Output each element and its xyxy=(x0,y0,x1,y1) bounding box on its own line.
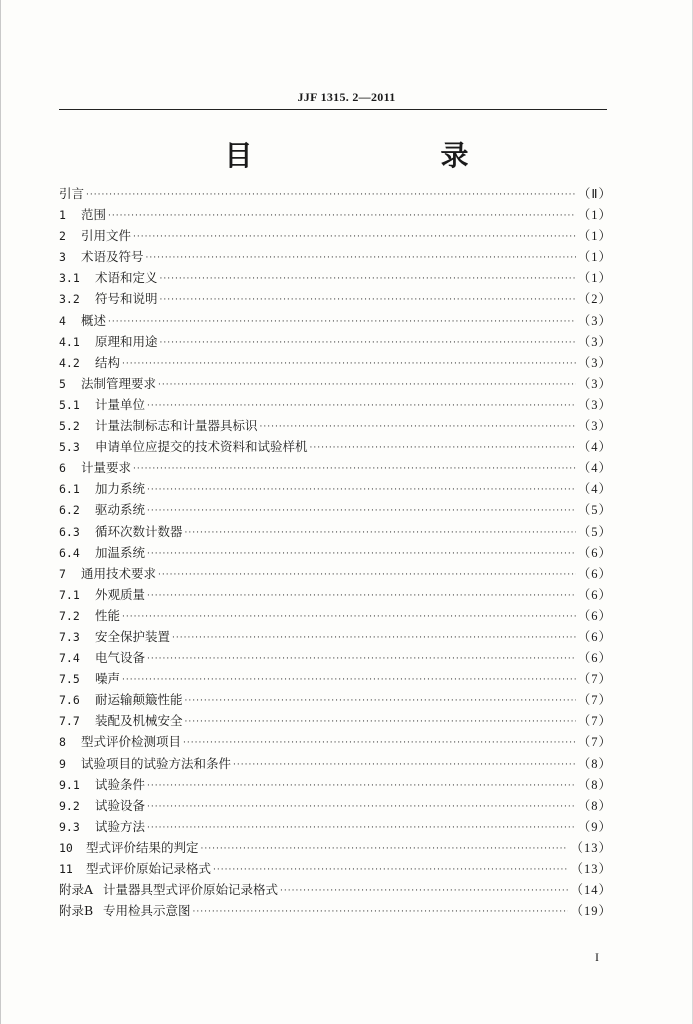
toc-entry-number: 6.1 xyxy=(59,482,80,497)
toc-leader-dots xyxy=(147,586,576,607)
toc-entry-number: 4.2 xyxy=(59,355,80,370)
toc-entry-page: （13） xyxy=(570,840,612,855)
toc-entry-number: 7.1 xyxy=(59,587,80,602)
toc-entry-title: 法制管理要求 xyxy=(81,375,157,391)
toc-entry-page: （3） xyxy=(577,397,612,412)
toc-entry-page: （3） xyxy=(577,376,612,391)
toc-entry-page: （8） xyxy=(577,756,612,771)
toc-entry[interactable] xyxy=(59,246,612,267)
toc-entry-number: 1 xyxy=(59,208,66,223)
toc-entry-number: 10 xyxy=(59,840,73,855)
toc-leader-dots xyxy=(310,438,576,459)
toc-entry[interactable] xyxy=(59,183,612,204)
page-title: 目 录 xyxy=(224,139,513,172)
toc-leader-dots xyxy=(133,459,576,480)
toc-entry-page: （4） xyxy=(577,482,612,497)
toc-entry-page: （6） xyxy=(577,608,612,623)
toc-entry-title: 术语和定义 xyxy=(95,270,158,286)
toc-entry-page: （6） xyxy=(577,545,612,560)
toc-entry-number: 9.1 xyxy=(59,777,80,792)
toc-entry[interactable] xyxy=(59,837,612,858)
toc-leader-dots xyxy=(213,860,568,881)
toc-entry-number: 7.5 xyxy=(59,672,80,687)
toc-entry-title: 引用文件 xyxy=(81,228,132,244)
toc-entry-number: 附录B xyxy=(59,903,94,919)
toc-entry[interactable] xyxy=(59,288,612,309)
header-rule xyxy=(59,109,607,110)
toc-entry-title: 噪声 xyxy=(95,671,121,687)
toc-entry-page: （7） xyxy=(577,714,612,729)
toc-leader-dots xyxy=(133,227,576,248)
toc-entry-page: （8） xyxy=(577,798,612,813)
toc-entry-page: （4） xyxy=(577,461,612,476)
toc-entry[interactable] xyxy=(59,436,612,457)
toc-entry[interactable] xyxy=(59,457,612,478)
toc-entry-number: 6.4 xyxy=(59,545,80,560)
toc-leader-dots xyxy=(122,670,576,691)
toc-entry[interactable] xyxy=(59,731,612,752)
toc-entry-title: 术语及符号 xyxy=(81,249,144,265)
toc-leader-dots xyxy=(147,776,576,797)
toc-entry-title: 通用技术要求 xyxy=(81,565,157,581)
toc-entry[interactable] xyxy=(59,373,612,394)
toc-entry-title: 计量器具型式评价原始记录格式 xyxy=(103,882,279,898)
document-code-header: JJF 1315. 2—2011 xyxy=(297,90,396,104)
toc-leader-dots xyxy=(158,375,576,396)
toc-entry-page: （Ⅱ） xyxy=(577,187,612,201)
toc-entry-title: 外观质量 xyxy=(95,586,146,602)
toc-entry[interactable] xyxy=(59,689,612,710)
toc-entry-title: 试验方法 xyxy=(95,818,146,834)
toc-leader-dots xyxy=(146,248,576,269)
toc-leader-dots xyxy=(147,818,576,839)
toc-entry-title: 循环次数计数器 xyxy=(95,523,183,539)
toc-entry-title: 耐运输颠簸性能 xyxy=(95,692,183,708)
toc-entry-number: 7.4 xyxy=(59,651,80,666)
toc-entry[interactable] xyxy=(59,816,612,837)
toc-entry-page: （14） xyxy=(570,883,612,898)
toc-leader-dots xyxy=(233,755,576,776)
toc-entry-number: 7.6 xyxy=(59,693,80,708)
toc-leader-dots xyxy=(185,691,576,712)
toc-entry-title: 装配及机械安全 xyxy=(95,713,183,729)
toc-entry[interactable] xyxy=(59,563,612,584)
toc-entry-number: 7.3 xyxy=(59,629,80,644)
toc-entry-page: （9） xyxy=(577,819,612,834)
toc-entry[interactable] xyxy=(59,774,612,795)
toc-entry-page: （4） xyxy=(577,440,612,455)
toc-entry-number: 附录A xyxy=(59,882,94,898)
toc-entry-page: （6） xyxy=(577,629,612,644)
toc-entry-page: （19） xyxy=(570,904,612,919)
toc-entry-title: 加力系统 xyxy=(95,481,146,497)
toc-entry-title: 试验项目的试验方法和条件 xyxy=(81,755,232,771)
toc-entry-title: 范围 xyxy=(81,207,107,223)
toc-entry[interactable] xyxy=(59,605,612,626)
toc-entry-page: （1） xyxy=(577,250,612,265)
toc-entry-title: 安全保护装置 xyxy=(95,628,171,644)
toc-entry[interactable] xyxy=(59,858,612,879)
toc-leader-dots xyxy=(147,501,576,522)
toc-entry-number: 5 xyxy=(59,376,66,391)
toc-entry[interactable] xyxy=(59,310,612,331)
toc-entry-number: 8 xyxy=(59,735,66,750)
toc-entry-page: （13） xyxy=(570,862,612,876)
toc-entry-number: 5.2 xyxy=(59,419,80,434)
toc-entry[interactable] xyxy=(59,352,612,373)
toc-entry[interactable] xyxy=(59,626,612,647)
toc-entry-page: （1） xyxy=(577,208,612,223)
toc-entry-page: （6） xyxy=(577,651,612,666)
toc-entry-number: 3 xyxy=(59,250,66,265)
toc-entry-title: 加温系统 xyxy=(95,544,146,560)
toc-leader-dots xyxy=(122,607,576,628)
toc-leader-dots xyxy=(158,565,576,586)
toc-entry-page: （1） xyxy=(577,229,612,244)
toc-entry[interactable] xyxy=(59,668,612,689)
toc-entry-number: 9.2 xyxy=(59,798,80,813)
toc-entry[interactable] xyxy=(59,204,612,225)
toc-entry-number: 9 xyxy=(59,756,66,771)
toc-entry-number: 3.2 xyxy=(59,292,80,307)
toc-leader-dots xyxy=(160,269,576,290)
toc-entry-number: 5.3 xyxy=(59,440,80,455)
toc-entry[interactable] xyxy=(59,415,612,436)
toc-entry-number: 6.2 xyxy=(59,503,80,518)
toc-entry-title: 符号和说明 xyxy=(95,291,158,307)
toc-leader-dots xyxy=(201,839,569,860)
toc-leader-dots xyxy=(147,797,576,818)
toc-entry-title: 计量法制标志和计量器具标识 xyxy=(95,418,258,434)
toc-leader-dots xyxy=(122,354,576,375)
toc-leader-dots xyxy=(108,312,576,333)
toc-leader-dots xyxy=(185,712,576,733)
toc-entry-number: 6.3 xyxy=(59,524,80,539)
toc-entry[interactable] xyxy=(59,542,612,563)
toc-entry[interactable] xyxy=(59,710,612,731)
toc-entry[interactable] xyxy=(59,394,612,415)
toc-leader-dots xyxy=(172,628,576,649)
table-of-contents xyxy=(59,183,612,921)
toc-leader-dots xyxy=(147,396,576,417)
toc-entry-page: （3） xyxy=(577,334,612,349)
toc-entry-number: 4 xyxy=(59,313,66,328)
toc-entry-number: 4.1 xyxy=(59,334,80,349)
toc-entry-number: 6 xyxy=(59,461,66,476)
toc-entry-number: 7.7 xyxy=(59,714,80,729)
toc-entry-title: 计量要求 xyxy=(81,460,132,476)
toc-entry-title: 型式评价结果的判定 xyxy=(86,839,199,855)
toc-entry-number: 11 xyxy=(59,862,73,876)
toc-entry-number: 9.3 xyxy=(59,819,80,834)
toc-entry-page: （3） xyxy=(577,313,612,328)
toc-entry-title: 原理和用途 xyxy=(95,333,158,349)
toc-leader-dots xyxy=(185,523,576,544)
toc-entry-page: （5） xyxy=(577,524,612,539)
toc-entry-title: 概述 xyxy=(81,312,107,328)
toc-leader-dots xyxy=(193,902,569,923)
toc-entry[interactable] xyxy=(59,521,612,542)
toc-entry-page: （6） xyxy=(577,587,612,602)
toc-leader-dots xyxy=(160,333,576,354)
toc-entry-title: 电气设备 xyxy=(95,650,146,666)
toc-entry-title: 试验设备 xyxy=(95,797,146,813)
toc-entry-page: （7） xyxy=(577,735,612,750)
toc-entry-title: 试验条件 xyxy=(95,776,146,792)
toc-leader-dots xyxy=(147,649,576,670)
toc-entry[interactable] xyxy=(59,267,612,288)
toc-entry[interactable] xyxy=(59,499,612,520)
toc-entry-title: 性能 xyxy=(95,607,121,623)
toc-entry-number: 5.1 xyxy=(59,397,80,412)
toc-leader-dots xyxy=(86,185,576,206)
toc-entry[interactable] xyxy=(59,647,612,668)
toc-entry[interactable] xyxy=(59,225,612,246)
toc-entry-page: （7） xyxy=(577,672,612,687)
toc-entry-page: （2） xyxy=(577,292,612,307)
toc-entry-page: （1） xyxy=(577,271,612,286)
toc-entry-title: 专用检具示意图 xyxy=(103,903,191,919)
toc-leader-dots xyxy=(147,544,576,565)
toc-entry-page: （6） xyxy=(577,566,612,581)
toc-entry[interactable] xyxy=(59,478,612,499)
toc-entry-page: （3） xyxy=(577,355,612,370)
toc-entry[interactable] xyxy=(59,584,612,605)
toc-entry[interactable] xyxy=(59,879,612,900)
toc-entry-title: 引言 xyxy=(59,186,85,201)
page-number: I xyxy=(595,950,599,964)
toc-leader-dots xyxy=(183,733,576,754)
toc-entry-number: 2 xyxy=(59,229,66,244)
toc-entry-number: 7.2 xyxy=(59,608,80,623)
toc-entry[interactable] xyxy=(59,795,612,816)
toc-leader-dots xyxy=(280,881,568,902)
toc-entry[interactable] xyxy=(59,331,612,352)
toc-entry-title: 结构 xyxy=(95,354,121,370)
toc-leader-dots xyxy=(260,417,576,438)
toc-entry-title: 计量单位 xyxy=(95,396,146,412)
toc-entry[interactable] xyxy=(59,900,612,921)
toc-entry-number: 7 xyxy=(59,566,66,581)
toc-entry-title: 申请单位应提交的技术资料和试验样机 xyxy=(95,439,308,455)
toc-entry-title: 型式评价检测项目 xyxy=(81,734,182,750)
toc-entry-number: 3.1 xyxy=(59,271,80,286)
toc-entry-page: （8） xyxy=(577,777,612,792)
toc-leader-dots xyxy=(160,290,576,311)
toc-entry-page: （5） xyxy=(577,503,612,518)
toc-leader-dots xyxy=(147,480,576,501)
toc-entry-title: 驱动系统 xyxy=(95,502,146,518)
toc-entry-page: （3） xyxy=(577,419,612,434)
toc-entry-title: 型式评价原始记录格式 xyxy=(86,861,212,876)
toc-entry[interactable] xyxy=(59,753,612,774)
toc-leader-dots xyxy=(108,206,576,227)
toc-entry-page: （7） xyxy=(577,693,612,708)
